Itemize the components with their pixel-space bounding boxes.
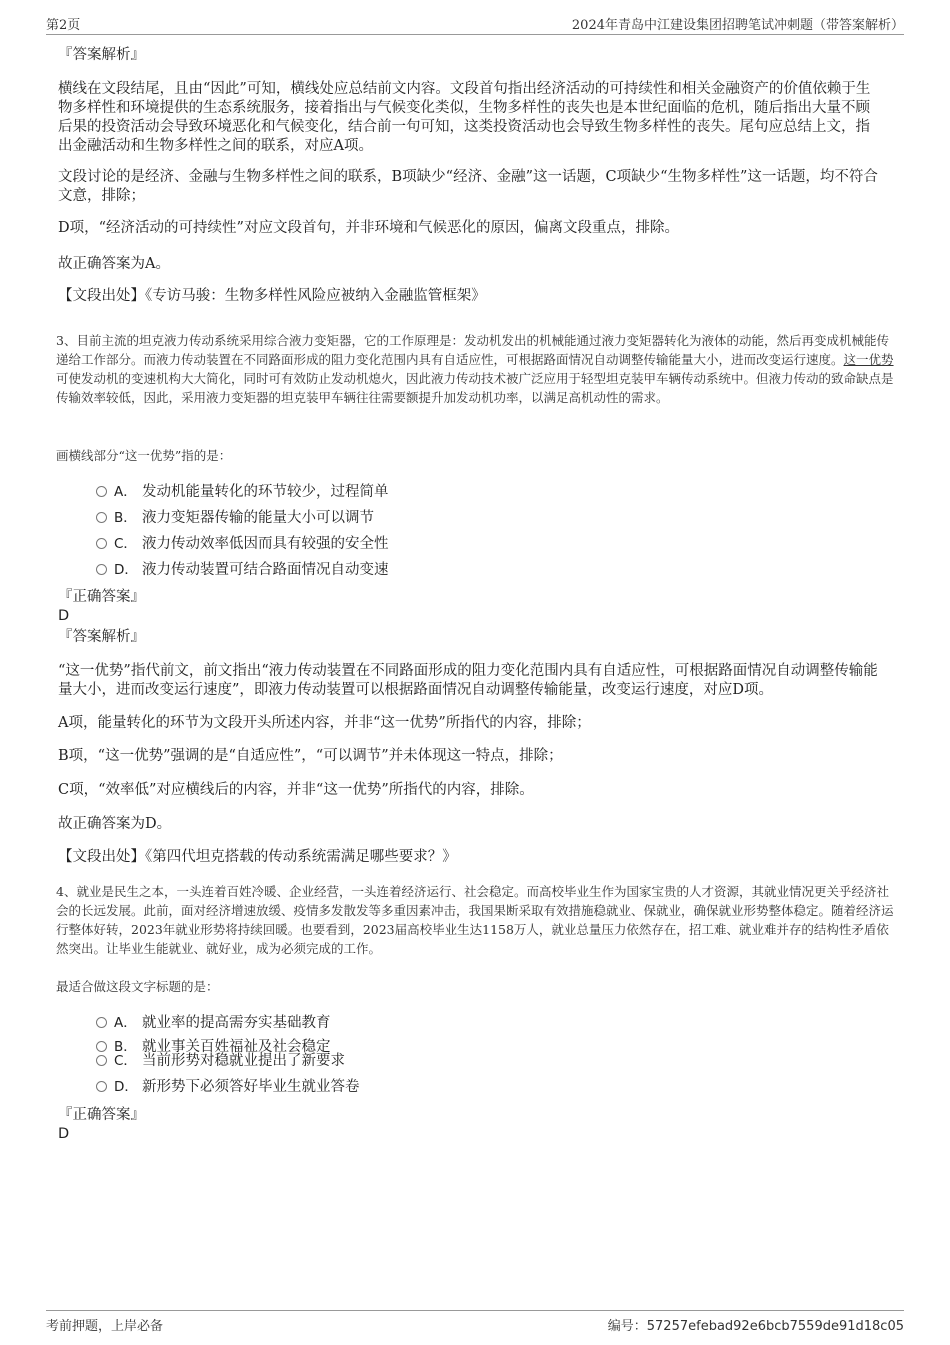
analysis-paragraph: 横线在文段结尾，且由“因此”可知，横线处应总结前文内容。文段首句指出经济活动的可持续性和相关金融资产的价值依赖于生物多样性和环境提供的生态系统服务，接着指出与气候变化类似，生物多样性的丧失也是本世纪面临的危机，随后指出大量不顾后果的投资活动会导致环境恶化和气候变化，结合前一句可知，这类投资活动也会导致生物多样性的丧失。尾句应总结上文，指出金融活动和生物多样性之间的联系，对应A项。 bbox=[58, 81, 871, 154]
question-4-option-d[interactable]: D． 新形势下必须答好毕业生就业答卷 bbox=[96, 1078, 360, 1097]
analysis-paragraph: D项，“经济活动的可持续性”对应文段首句，并非环境和气候恶化的原因，偏离文段重点，排除。 bbox=[58, 220, 679, 236]
analysis-paragraph: A项，能量转化的环节为文段开头所述内容，并非“这一优势”所指代的内容，排除； bbox=[58, 715, 591, 731]
footer-slogan: 考前押题，上岸必备 bbox=[46, 1319, 164, 1334]
radio-icon[interactable] bbox=[96, 564, 107, 575]
question-3-option-d[interactable]: D． 液力传动装置可结合路面情况自动变速 bbox=[96, 561, 389, 580]
analysis-paragraph: C项，“效率低”对应横线后的内容，并非“这一优势”所指代的内容，排除。 bbox=[58, 782, 534, 798]
answer-label: 『正确答案』 bbox=[58, 1107, 145, 1123]
page-header bbox=[46, 14, 904, 35]
question-3-option-a[interactable]: A． 发动机能量转化的环节较少，过程简单 bbox=[96, 483, 389, 502]
question-3-prompt: 画横线部分“这一优势”指的是： bbox=[56, 448, 232, 463]
source-citation: 【文段出处】《第四代坦克搭载的传动系统需满足哪些要求？》 bbox=[58, 849, 457, 865]
question-4-option-c[interactable]: C． 当前形势对稳就业提出了新要求 bbox=[96, 1052, 345, 1071]
question-4-prompt: 最适合做这段文字标题的是： bbox=[56, 979, 219, 994]
radio-icon[interactable] bbox=[96, 1017, 107, 1028]
question-4-option-a[interactable]: A． 就业率的提高需夯实基础教育 bbox=[96, 1014, 331, 1033]
radio-icon[interactable] bbox=[96, 486, 107, 497]
radio-icon[interactable] bbox=[96, 512, 107, 523]
document-title: 2024年青岛中江建设集团招聘笔试冲刺题（带答案解析） bbox=[571, 18, 904, 33]
question-4-option-b[interactable]: B． 就业事关百姓福祉及社会稳定 bbox=[96, 1038, 331, 1057]
radio-icon[interactable] bbox=[96, 1055, 107, 1066]
radio-icon[interactable] bbox=[96, 1041, 107, 1052]
source-citation: 【文段出处】《专访马骏：生物多样性风险应被纳入金融监管框架》 bbox=[58, 288, 486, 304]
analysis-paragraph: 文段讨论的是经济、金融与生物多样性之间的联系，B项缺少“经济、金融”这一话题，C项缺少“生物多样性”这一话题，均不符合文意，排除； bbox=[58, 169, 878, 204]
page-footer bbox=[46, 1310, 904, 1337]
document-id: 编号：57257efebad92e6bcb7559de91d18c05 bbox=[607, 1319, 904, 1334]
analysis-paragraph: B项，“这一优势”强调的是“自适应性”，“可以调节”并未体现这一特点，排除； bbox=[58, 748, 563, 764]
answer-conclusion: 故正确答案为D。 bbox=[58, 816, 172, 832]
answer-conclusion: 故正确答案为A。 bbox=[58, 256, 170, 272]
answer-label: 『正确答案』 bbox=[58, 589, 145, 605]
analysis-label: 『答案解析』 bbox=[58, 47, 145, 63]
correct-answer: D bbox=[58, 1126, 70, 1142]
question-3-option-b[interactable]: B． 液力变矩器传输的能量大小可以调节 bbox=[96, 509, 374, 528]
question-3-option-c[interactable]: C． 液力传动效率低因而具有较强的安全性 bbox=[96, 535, 389, 554]
correct-answer: D bbox=[58, 608, 70, 624]
question-4-text: 4、就业是民生之本，一头连着百姓冷暖、企业经营，一头连着经济运行、社会稳定。而高校毕业生作为国家宝贵的人才资源，其就业情况更关乎经济社会的长远发展。此前，面对经济增速放缓、疫情多发散发等多重因素冲击，我国果断采取有效措施稳就业、保就业，确保就业形势整体稳定。随着经济运行整体好转，2023年就业形势将持续回暖。也要看到，2023届高校毕业生达1158万人，就业总量压力依然存在，招工难、就业难并存的结构性矛盾依然突出。让毕业生能就业、就好业，成为必须完成的工作。 bbox=[56, 884, 894, 956]
radio-icon[interactable] bbox=[96, 1081, 107, 1092]
radio-icon[interactable] bbox=[96, 538, 107, 549]
analysis-paragraph: “这一优势”指代前文，前文指出“液力传动装置在不同路面形成的阻力变化范围内具有自适应性，可根据路面情况自动调整传输能量大小，进而改变运行速度”，即液力传动装置可以根据路面情况自动调整传输能量，改变运行速度，对应D项。 bbox=[58, 663, 878, 698]
page-number: 第2页 bbox=[46, 18, 81, 33]
analysis-label: 『答案解析』 bbox=[58, 629, 145, 645]
question-3-text: 3、目前主流的坦克液力传动系统采用综合液力变矩器，它的工作原理是：发动机发出的机械能通过液力变矩器转化为液体的动能，然后再变成机械能传递给工作部分。而液力传动装置在不同路面形成的阻力变化范围内具有自适应性，可根据路面情况自动调整传输能量大小，进而改变运行速度。这一优势可使发动机的变速机构大大简化，同时可有效防止发动机熄火，因此液力传动技术被广泛应用于轻型坦克装甲车辆传动系统中。但液力传动的致命缺点是传输效率较低，因此，采用液力变矩器的坦克装甲车辆往往需要额提升加发动机功率，以满足高机动性的需求。 bbox=[56, 333, 894, 405]
underlined-phrase: 这一优势 bbox=[843, 352, 894, 367]
